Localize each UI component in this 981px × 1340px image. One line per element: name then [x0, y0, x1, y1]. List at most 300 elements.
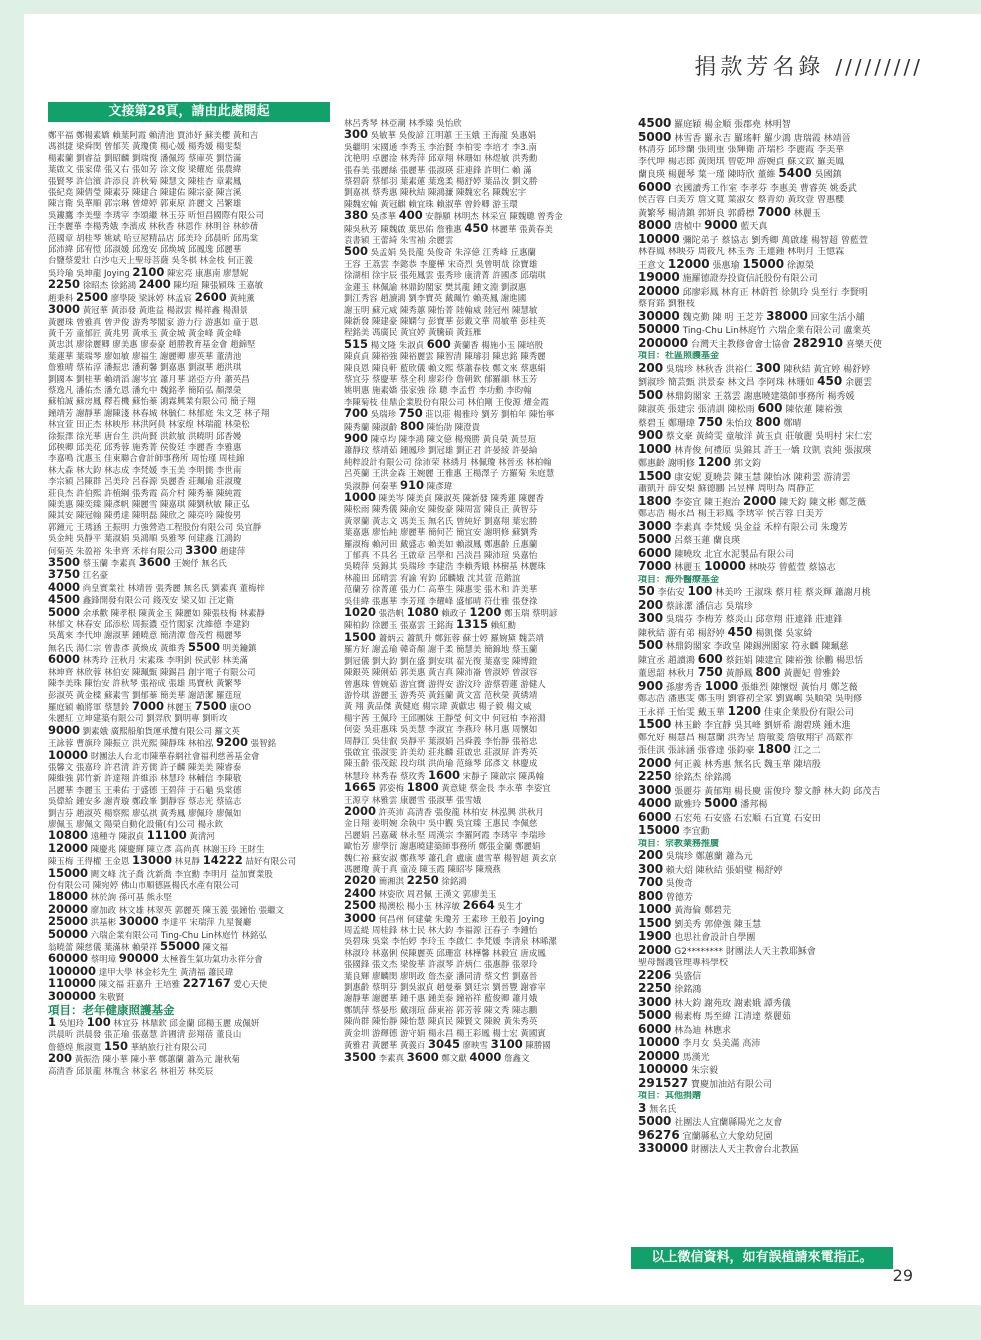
donation-amount: 200: [638, 850, 664, 862]
donation-amount: 3000: [344, 912, 377, 925]
donation-amount: 1315: [455, 619, 488, 632]
donation-amount: 11100: [146, 830, 187, 843]
donor-line: 4000 尚皇實業社 林靖晉 張秀麗 無名氏 劉素真 董梅梓: [48, 581, 265, 594]
donation-amount: 600: [697, 653, 723, 666]
donor-line: 陳玉梅 王得權 王金恩 13000 林見靜 14222 喆好有限公司: [48, 855, 297, 868]
donor-line: 范蘭芳 徐菁蓮 張力仁 高華生 陳惠雯 張木和 許美華: [344, 584, 538, 595]
donor-line: 邱沛緯 邱宥愷 邱淑媛 邱逸安 邱焕城 邱鳳逸 邱麗華: [48, 244, 242, 255]
donor-line: 黃雅君 黃麗華 黃義百 3045 廖映雪 3100 陳勝國: [344, 1039, 551, 1052]
donor-line: 蔡逸凡 潘佑杰 潘允恩 潘允中 魏銘孝 簡陌弘 顏澤榮: [48, 384, 242, 395]
donation-amount: 2000: [344, 805, 377, 818]
donor-line: 蔡碧蔚 蔡郁羽 葉素蓮 葉逸柔 楊舒婷 葉品汝 劉文勝: [344, 176, 538, 187]
donation-amount: 5000: [638, 1116, 672, 1128]
donor-line: 何姿 吳莊惠珠 吳美慧 李淑宜 李燕玲 林月惠 周懷如: [344, 724, 538, 735]
donation-amount: 291527: [638, 1077, 689, 1090]
donor-line: 純粹設計有限公司 徐沛荣 林綉月 林佩瓊 林晉丞 林柏翰: [344, 456, 552, 467]
donation-amount: 1000: [638, 904, 672, 916]
donor-line: 陳貞貞 陳裕強 陳裕麗雲 陳智清 陳璿羽 陳忠銘 陳秀麗: [344, 351, 546, 362]
donor-line: 700 吳俊奇: [638, 877, 693, 889]
donor-line: 3000 何昌州 何建彙 朱瓊芳 王素珍 王般若 Joying: [344, 912, 545, 925]
donor-line: 5000 楊素梅 馬至緯 江清達 蔡麗茹: [638, 1010, 791, 1022]
donation-amount: 100000: [48, 965, 97, 978]
donation-amount: 20000: [638, 1050, 680, 1063]
donor-line: 馮祺捷 梁舜閔 曾郁芙 黃瓊僕 楊心媛 楊秀媛 楊雯梨: [48, 141, 242, 152]
donor-line: 1020 張浩帆 1080 賴政子 1200 鄭玉瑞 蔡明諺: [344, 607, 558, 620]
donation-amount: 3000: [638, 520, 672, 533]
donation-amount: 500: [638, 389, 664, 402]
donation-amount: 19000: [638, 272, 680, 284]
title-slashes: /////////: [835, 55, 923, 79]
donation-amount: 90000: [118, 953, 159, 966]
donor-line: 范國章 胡桂琴 姚斌 哈豆屋精品店 邱美玲 邱晨昕 邱馬棠: [48, 232, 259, 243]
donor-line: 金日翔 姜明婉 余執中 吳中觀 吳宜臻 王惠民 李佩慈: [344, 818, 538, 829]
donation-amount: 60000: [48, 953, 89, 966]
donation-amount: 3000: [638, 784, 672, 797]
donor-line: 300 賴大炤 陳秋結 張娟璧 楊舒婷: [638, 863, 783, 876]
donation-amount: 1600: [427, 769, 460, 782]
donor-line: 王容 王荔雲 李懿恭 李慶樺 宋奇烈 吳曾明哉 徐寶雄: [344, 258, 538, 269]
donor-line: 程銘美 馮廣民 黃宜婷 黃騰碩 黃鈺雁: [344, 327, 482, 338]
donor-line: 6000 陳曉玫 北宜水泥製品有限公司: [638, 547, 795, 560]
donation-amount: 5400: [778, 168, 812, 180]
donor-line: 5000 社團法人宜蘭縣陽光之友會: [638, 1116, 783, 1128]
category-heading: 項目：老年健康照護基金: [48, 1003, 175, 1018]
donation-amount: 6000: [48, 654, 81, 667]
donor-line: 邱秧卿 邱美花 邱秀蓉 施秀菁 侯俊廷 李麗香 李雅惠: [48, 441, 242, 452]
donation-amount: 4000: [469, 1051, 502, 1064]
donation-amount: 1800: [757, 744, 791, 756]
donor-line: 徐振澤 徐光華 唐台生 洪尚賢 洪欽敏 洪曉明 邱香嫚: [48, 430, 242, 441]
donor-line: 110000 陳文福 莊嘉升 王培雅 227167 愛心天使: [48, 978, 268, 991]
donation-amount: 14222: [202, 855, 243, 868]
donor-line: 劉惠齡 蔡明芬 劉吳淑貞 趙曼蓁 劉廷宗 劉晉豐 謝睿宰: [344, 982, 546, 993]
donor-line: 200 蔡詠潔 潘信志 吳瑞珍: [638, 599, 753, 612]
donor-line: 吳玲瑜 吳坤龍 Joying 2100 陳宏亮 康惠南 廖慧妮: [48, 266, 249, 279]
donor-line: 蘇柏誠 蘇房鳳 釋若機 蘇怡蓁 鴻霖興業有限公司 簡子翔: [48, 396, 256, 407]
donor-line: 4500 羅庭穎 楊金順 張郡堯 林明智: [638, 118, 791, 130]
donation-amount: 2020: [344, 875, 377, 888]
donation-amount: 300: [344, 129, 369, 142]
donor-line: 10000 李月女 吳美滿 高沛: [638, 1037, 761, 1049]
donation-amount: 100: [687, 586, 713, 598]
donation-amount: 20000: [638, 285, 680, 298]
donor-line: 鐘靖芳 謝靜華 謝陳淺 林春城 林毓仁 林郁庭 朱文芝 林子翔: [48, 407, 270, 418]
donation-amount: 100000: [638, 1064, 689, 1076]
donor-line: 王詠蓉 曹旗玲 陳振立 洪光熙 陳靜珠 林柏泓 9200 張智銘: [48, 737, 276, 750]
donation-amount: 20000: [48, 903, 89, 916]
donation-amount: 7500: [194, 700, 227, 713]
donation-amount: 200000: [638, 337, 689, 350]
donor-line: 詹德煌 熊淑寬 150 華納旅行社有限公司: [48, 1040, 207, 1053]
donor-line: 蔡碧玉 鄭珊瑋 750 朱怡玟 800 鄭晴: [638, 416, 802, 429]
donor-line: 6000 林秀玲 汪秋月 宋素珠 李明釗 侯武彰 林美滿: [48, 654, 248, 667]
donation-amount: 2500: [76, 291, 109, 304]
donor-line: 蔡育銘 劉雅枝: [638, 299, 695, 309]
donor-line: 2500 楊澳松 楊小玉 林淳敏 2664 吳生才: [344, 900, 523, 913]
donor-line: 劉江秀容 趙讀鴻 劉李寶英 戴珮竹 賴英鳳 謝進國: [344, 293, 527, 304]
donor-line: 李陳菊枝 佳鼎企業股份有限公司 林伯剛 王俊源 燿金霞: [344, 396, 549, 407]
donation-amount: 750: [398, 408, 423, 421]
donor-line: 陳秋結 游有弟 楊舒婷 450 楊凱傑 吳家綺: [638, 626, 813, 639]
donor-line: 15000 李宜勳: [638, 825, 710, 837]
page-number: 29: [892, 1266, 913, 1285]
donation-amount: 30000: [638, 310, 680, 323]
donation-amount: 10800: [48, 830, 89, 843]
donation-amount: 4500: [638, 118, 672, 130]
donation-amount: 3750: [48, 569, 81, 582]
donor-line: 鄭志浩 楊永昌 楊王彩鳳 李琇宰 侯吉蓉 白美芳: [638, 509, 824, 519]
donation-amount: 2600: [194, 291, 227, 304]
donor-line: 10000 財團法人台北市陳華春網社會福利慈善基金會: [48, 749, 260, 762]
donor-line: 3500 蔡玉蘭 李素真 3600 王婉伃 無名氏: [48, 557, 227, 570]
donor-line: 500 林鼎鈞閣家 李政皇 陳錫洲閣家 符永麟 陳珮慈: [638, 640, 849, 652]
donor-line: 鄭凱萍 蔡晏彤 戴翊瑄 薛東裕 郭芳蓉 陳文秀 陳志鵬: [344, 1004, 538, 1015]
donation-amount: 2664: [462, 900, 495, 913]
donation-amount: 750: [697, 667, 723, 679]
donation-amount: 50000: [638, 324, 680, 336]
donor-line: 900 陳卓均 陳李鴻 陳文億 楊飛勝 黃良榮 黃昱瑄: [344, 432, 536, 445]
donor-line: 7000 林麗玉 10000 林映芬 曾藍萱 蔡協志: [638, 561, 836, 573]
donor-line: 300000 朱敬賢: [48, 990, 125, 1003]
donor-line: 翁曉蕾 陳慈儀 葉滿林 賴榮祥 55000 陳文福: [48, 941, 228, 954]
donor-line: 200 黃振浩 陳小華 陳小華 鄭蕙蘭 蕭為元 謝秋菊: [48, 1053, 240, 1066]
donor-line: 陳松雨 陳秀儀 陳俞安 陳俊豪 陳周富 陳良正 黃智芬: [344, 504, 538, 515]
donor-line: 3 無名氏: [638, 1102, 677, 1115]
donation-amount: 450: [464, 222, 489, 235]
donation-amount: 9200: [215, 737, 248, 750]
donation-amount: 1500: [638, 719, 672, 731]
donor-line: 500 林鼎鈞閣家 王荔雲 謝惠曉建築師事務所 楊秀媛: [638, 389, 855, 402]
donation-amount: 5000: [704, 798, 738, 810]
donation-amount: 600: [757, 403, 783, 415]
donor-line: 姚明惠 施素嬌 張家強 徐 聰 李孟哲 李功勳 李昀翰: [344, 385, 532, 396]
donor-line: 18000 林於詢 孫可基 熊永堅: [48, 891, 172, 904]
donation-amount: 50000: [48, 928, 89, 941]
category-heading: 項目：其他捐贈: [638, 1091, 702, 1101]
donor-line: 30000 魏克勤 陳 明 王芝芳 38000 回家生活小舖: [638, 310, 865, 323]
donor-line: 900 孫廖秀香 1000 張維烈 陳懷煜 黃怡月 鄭芝薇: [638, 680, 858, 693]
donor-line: 王永祥 王怡雯 戴玉華 1200 佳東企業股份有限公司: [638, 705, 854, 718]
donation-amount: 55000: [159, 941, 200, 954]
page-header: [694, 50, 923, 81]
donor-line: 彭淑英 黃金樑 蘇素雪 劉郁蓁 簡美華 謝語潔 羅莛瑄: [48, 689, 242, 700]
donor-line: 3000 林大鈞 謝苑玫 謝素娥 譚秀儀: [638, 996, 791, 1009]
donor-line: 張啟宜 張淑雯 許美幼 莊兆麟 莊啟忠 莊淑屏 許秀英: [344, 746, 538, 757]
donor-line: 200000 台灣天主教修會會士協會 282910 喜樂天使: [638, 337, 882, 350]
donor-line: 10000 彌陀弟子 蔡協志 劉秀卿 萬啟雄 楊智超 曾藍萱: [638, 233, 868, 246]
donor-line: 蔡宜芬 蔡慶華 蔡全利 廖彩伶 詹朝欽 郁羅韻 林玉芳: [344, 373, 538, 384]
donor-line: 呂麗娟 呂嘉蔵 林永堅 周漢宗 李羅阿霞 李琇宰 李瑞珍: [344, 829, 546, 840]
donation-amount: 450: [817, 376, 843, 388]
page-title: 捐款芳名錄: [694, 55, 825, 80]
donation-amount: 300: [755, 362, 781, 375]
donation-amount: 3000: [48, 304, 81, 317]
donor-line: 林郁文 林春安 邱添松 周振濃 亞竹閣家 沈維德 李建鈞: [48, 619, 250, 630]
donor-line: 100000 達甲大學 林金杉先生 黃清福 蕭民瑋: [48, 965, 234, 978]
donor-line: 515 楊文隆 朱淑貞 600 黃蘭香 楊施小玉 陳培殷: [344, 338, 544, 351]
donor-line: 聖母醫護管理專科學校: [638, 958, 729, 968]
donor-line: 台鹽蔡愛壯 白沙屯天上聖母菩薩 吳冬棋 林金枝 何正義: [48, 255, 253, 266]
donation-amount: 2500: [344, 900, 377, 913]
donation-amount: 2000: [638, 944, 672, 957]
donation-amount: 3600: [406, 1051, 439, 1064]
donor-line: 12000 陳慶兆 陳慶輝 陳立彥 高尚真 林謝玉玲 王財生: [48, 842, 265, 855]
donor-line: 20000 邱廖彩鳳 林育正 林蔚哲 徐凱玲 吳至行 李賢明: [638, 285, 868, 298]
donor-line: 3500 李素真 3600 鄭文獻 4000 詹鑫文: [344, 1051, 530, 1064]
donor-line: 黃金圳 游輝德 游守娟 楊永昌 楊王彩鳳 楊士宏 黃國賓: [344, 1027, 546, 1038]
donor-line: 陳維強 郭竹新 許達翔 許維添 林慧玲 林輔信 李陳敬: [48, 773, 242, 784]
donation-amount: 1000: [638, 443, 672, 456]
donation-amount: 1000: [704, 680, 739, 693]
donation-amount: 9000: [704, 220, 738, 232]
donation-amount: 110000: [48, 978, 97, 991]
donation-amount: 4000: [638, 798, 672, 810]
donation-amount: 38000: [766, 310, 808, 323]
donation-amount: 25000: [48, 916, 89, 929]
donor-line: 8000 唐楨中 9000 藍天真: [638, 220, 768, 232]
donor-line: 張佳淇 張詠涵 張睿達 張鈞豪 1800 江之二: [638, 744, 821, 756]
donor-line: 陳良恩 陳良軒 藍欣儀 賴文熙 蔡蕭春枝 鄭文來 蔡惠絹: [344, 362, 546, 373]
donor-line: 1665 郭姿梅 1800 黃意婕 蔡金長 李永華 李姿宜: [344, 782, 551, 795]
donor-line: 2250 徐銘杰 徐銘鴻: [638, 771, 732, 783]
donor-line: 6000 林為迪 林應求: [638, 1023, 732, 1036]
donor-line: 游怜琪 游麗玉 游秀英 黃鈺蘭 黃文富 范秋榮 黃綉靖: [344, 689, 538, 700]
donor-line: 1000 陳美岑 陳美貞 陳淑英 陳新發 陳秀蓮 陳麗香: [344, 492, 544, 504]
donation-amount: 282910: [792, 337, 843, 350]
donor-line: 陳魏宏翰 黃冠麒 賴宜珠 賴淑華 曾鈴卿 游玉環: [344, 198, 518, 209]
donor-line: 林坤齊 林欣蓉 林伯安 陳珮甄 陳錫昌 創宇電子有限公司: [48, 666, 256, 677]
donor-line: 2400 林姿欣 周君佩 王漢文 郭廖美玉: [344, 887, 497, 900]
donation-amount: 10000: [704, 561, 746, 573]
donor-line: 曾惠珠 曾婉茹 游宜寶 游得安 游汶玲 游蔡碧蓮 游健人: [344, 678, 546, 689]
donor-line: 100000 朱宗毅: [638, 1064, 718, 1076]
donor-line: 96276 宜蘭縣私立大象幼兒園: [638, 1129, 773, 1142]
donor-line: 劉國本 劉桂華 賴靖滔 謝岑宜 蕭月華 諾亞方舟 蕭英昌: [48, 373, 250, 384]
category-heading: 項目：海外醫療基金: [638, 574, 720, 585]
donor-line: 吳鏤鷹 李美璧 李琇宰 李頌繼 林玉芬 昕恒昌國際有限公司: [48, 209, 264, 220]
donor-line: 王意文 12000 張惠瑜 15000 徐源榮: [638, 258, 814, 271]
donor-line: 陳柏鈞 徐麗玉 張嘉雲 王銘海 1315 賴紅勳: [344, 619, 516, 632]
donation-amount: 1: [48, 1017, 57, 1030]
donor-line: 200 吳瑞珍 林秋香 洪裕仁 300 陳秋結 黃宜婷 楊舒婷: [638, 362, 871, 375]
donation-amount: 3045: [427, 1039, 460, 1052]
donor-line: 1500 蕭炳云 蕭凱升 鄭鈺蓉 蘇士婷 羅婉黛 魏芸靖: [344, 631, 544, 644]
donor-line: 何菊英 朱盈裕 朱聿齊 禾梓有限公司 3300 趙建萍: [48, 544, 246, 557]
donor-line: 羅方好 謝孟瑜 韓奇顏 謝千柔 簡慧美 簡錦地 蔡玉蘭: [344, 644, 538, 655]
donor-line: 廖佩玉 廖佩文 陽榮自動化設備(有)公司 楊永欽: [48, 818, 223, 829]
donation-amount: 9000: [48, 724, 81, 737]
category-heading: 項目：宗教業務推廣: [638, 838, 720, 849]
donor-column-3: [638, 118, 938, 1273]
donation-amount: 700: [638, 877, 664, 889]
donor-line: 趙秉科 2500 廖學陵 梁詠婷 林孟宸 2600 黃純薰: [48, 291, 255, 304]
top-decor-bar: [24, 0, 981, 14]
donor-line: 5000 林雪香 羅永吉 羅瑤軒 羅少鴻 唐瑞霞 林靖晉: [638, 131, 851, 144]
donation-amount: 200: [638, 599, 664, 612]
donor-line: 陳玉齡 張茂鋐 段均琪 洪尚瑜 范綠琴 邱彥文 林慶成: [344, 758, 538, 769]
donor-line: 無名氏 湯仁宗 曾書彥 黃煥成 黃維秀 5500 明美鑰鎮: [48, 641, 257, 654]
donation-amount: 2400: [344, 887, 377, 900]
donor-line: 馮麗瓊 黃于真 童凌 陳玉霞 陳昭岑 陳飛燕: [344, 864, 501, 874]
donation-amount: 1080: [406, 607, 439, 620]
donor-line: 3000 黃冠華 黃添發 黃進益 楊淑雲 楊祥鑫 楊淵景: [48, 304, 248, 317]
donor-line: 羅庭穎 賴將軍 蔡慧鈴 7000 林麗玉 7500 康OO: [48, 700, 252, 713]
donor-line: 10800 遠種寺 陳淑貞 11100 黃清河: [48, 830, 215, 843]
category-heading: 項目：社區照護基金: [638, 351, 720, 361]
donor-line: 陳李美珠 陳怡安 許秋琴 張裕成 張雄 馬寶秋 黃繁琴: [48, 678, 242, 689]
donation-amount: 450: [727, 626, 753, 639]
donation-amount: 1500: [344, 631, 377, 644]
donor-line: 周孟緹 周桂鋒 林士民 林大鈞 李福源 汪春子 李鍾怡: [344, 925, 538, 936]
donor-line: 葉嘉惠 廖怡純 廖麗華 簡何芒 簡宜安 謝明修 蘇劉秀: [344, 527, 538, 538]
donation-amount: 7000: [638, 561, 672, 573]
donation-amount: 330000: [638, 1143, 689, 1155]
donor-list-area: [48, 102, 943, 1274]
donor-line: 2020 簡湘淇 2250 徐銘鴻: [344, 875, 467, 888]
donation-amount: 50: [638, 586, 655, 598]
donation-amount: 15000: [742, 258, 785, 271]
donor-line: 鄭惠齡 謝明修 1200 郭文鈞: [638, 457, 762, 469]
donation-amount: 800: [755, 416, 781, 429]
donor-line: 2250 徐昭杰 徐銘鴻 2400 陳均瑄 陳張穎珠 王嘉敏: [48, 279, 264, 292]
donation-amount: 3000: [638, 996, 672, 1009]
donor-line: 15000 闕文峰 沈子喬 沈新喬 李宜勳 李明月 益加實業股: [48, 867, 273, 880]
donor-line: 林大森 林大鈞 林志成 李梵媛 李玉美 李明儒 李世南: [48, 464, 242, 475]
donation-amount: 150: [104, 1040, 129, 1053]
donor-line: 陳銀英 陳俐茹 郭美惠 黃吉真 陳沛崙 曾淑婷 曾淑容: [344, 667, 538, 678]
donor-line: 莊良杰 許伯熙 許植綱 張秀霞 高介村 陳秀蓁 陳純霞: [48, 487, 242, 498]
donor-line: 5000 呂蔡玉蓮 蘭良瑛: [638, 534, 741, 546]
donation-amount: 300: [638, 863, 664, 876]
donation-amount: 3300: [185, 544, 218, 557]
donation-amount: 10000: [48, 749, 89, 762]
donor-line: 劉吉芬 趙淑英 楊察熙 廖弘祺 黃秀鳳 廖佩玲 廖佩如: [48, 807, 242, 818]
donor-line: 900 蔡文豪 黃綺雯 童敏洋 黃玉貞 莊敏麗 吳明村 宋仁宏: [638, 430, 873, 442]
donor-line: 1000 黃海倫 鄭碧芫: [638, 904, 732, 916]
donor-line: 董恩韶 林秋月 750 黃靜鳳 800 黃麗妃 曾雅鈴: [638, 667, 841, 679]
donation-amount: 2100: [132, 266, 165, 279]
donor-line: 郭鐘元 王琇涵 王振明 力強營造工程股份有限公司 吳宜靜: [48, 521, 262, 532]
donor-line: 19000 施羅德證券投資信託股份有限公司: [638, 272, 818, 284]
donation-amount: 5000: [48, 606, 81, 619]
donor-line: 鄭允好 楊慧昌 楊慧蘭 洪秀呈 詹敏菱 詹敏翔宇 高鋐祚: [638, 732, 854, 743]
donor-line: 3000 李素真 李梵媛 吳金益 禾梓有限公司 朱瓊芳: [638, 520, 848, 533]
donor-line: 50000 Ting-Chu Lin林庭竹 六瑞企業有限公司 盧業英: [638, 324, 871, 336]
donor-line: 葉良輝 廖麟閔 廖明政 詹杰豪 潘同清 蔡文哲 劉嘉晉: [344, 970, 538, 981]
donation-amount: 4500: [48, 594, 81, 607]
donor-line: 陳尚群 陳怡靜 陳怡慧 陳貞民 陳賢文 陳銳 黃朱秀英: [344, 1016, 538, 1027]
donor-line: 洪晨昕 洪晨發 張芷瑜 張嘉慧 許圃清 彭翔蓓 董良山: [48, 1029, 242, 1040]
donation-amount: 10000: [638, 233, 680, 246]
donor-line: 吳萬來 李代坤 謝淑華 鍾曉意 簡清潭 詹茂哲 楊麗琴: [48, 630, 242, 641]
donor-line: 鄭平福 鄭楊素嬌 賴葉阿霞 賴清池 賈沛妤 蘇美櫻 黃和吉: [48, 130, 259, 140]
donor-line: 張春美 張麗絲 張麗華 張淑瑛 莊連鋒 許明仁 賴 滿: [344, 164, 532, 175]
donor-line: 陳秀蘭 陳淑齡 800 陳怡劭 陳澄貴: [344, 420, 481, 433]
donor-line: 291527 寶慶加油站有限公司: [638, 1077, 772, 1090]
donor-line: 吳金純 吳靜平 葉淑娟 吳鴻順 吳雅琴 何建鑫 江鴻鈞: [48, 533, 242, 544]
donor-line: 330000 財團法人天主教會台北教區: [638, 1143, 799, 1155]
donor-line: 陳其安 陳冠翰 陳勇達 陳明磊 陳欣之 陳亮吟 陳俊男: [48, 510, 242, 521]
donation-amount: 3100: [490, 1039, 523, 1052]
donation-amount: 8000: [638, 220, 672, 232]
donation-amount: 2250: [638, 983, 672, 995]
donor-line: 李嘉鳴 沈惠玉 佳東聯合會計師事務所 周怡瑾 周桂錦: [48, 453, 245, 464]
donor-line: 葉蓮華 葉瑞琴 廖如敏 廖福生 謝麗卿 廖英華 董清池: [48, 350, 242, 361]
donor-line: 50 李佑安 100 林美吟 王淑珠 蔡月桂 蔡炎輝 蕭謝月桃: [638, 586, 871, 598]
donor-line: 黃忠淇 廖徐麗卿 廖美惠 廖泰豪 趙勝教育基金會 趙錦堅: [48, 339, 256, 350]
donor-line: 徐湖相 徐宇辰 張苑鳳雲 張秀珍 康清菁 許國彥 邱瑞琪: [344, 270, 546, 281]
donor-line: 3750 江名豪: [48, 569, 109, 582]
donation-amount: 900: [638, 430, 664, 442]
donor-line: 林清芬 邱珍蘭 張則重 張輝衛 許瑞杉 李麗霞 李美華: [638, 145, 845, 155]
donation-amount: 1200: [469, 607, 502, 620]
donation-amount: 910: [400, 479, 425, 492]
donor-line: 陳言衛 吳華順 郭宗琳 曾煒婷 郭東原 許麗文 呂繁雄: [48, 198, 242, 209]
donor-line: 份有限公司 陳宛婷 佛山市順德區楊氏水產有限公司: [48, 880, 239, 890]
donor-line: 2000 何正義 林秀惠 無名氏 魏玉華 陳培殷: [638, 757, 821, 770]
donor-line: 黃麗珠 曾雅真 曾尹俊 游秀琴閣家 游力行 游惠如 童于恩: [48, 316, 259, 327]
donation-amount: 800: [755, 667, 781, 679]
donor-line: 侯吉蓉 白美芳 詹文寬 葉淑女 蔡青幼 黃玫壹 曾惠櫻: [638, 195, 845, 205]
donation-amount: 1800: [638, 495, 672, 508]
donor-line: 李宗穎 呂陳群 呂美玲 呂春源 吳麗香 莊珮瑜 莊淑瓊: [48, 476, 242, 487]
donor-line: 1000 林青俊 何禮原 吳錦其 許王一嬌 玟凱 袁純 張淑瑛: [638, 443, 872, 456]
donor-line: 吳淑靜 何秦華 910 陳彥瑋: [344, 479, 453, 492]
donation-amount: 2000: [638, 757, 672, 770]
donor-line: 2250 徐銘鴻: [638, 983, 702, 995]
donation-amount: 5000: [638, 131, 672, 144]
donor-line: 劉嘉祺 蔡秀惠 陳秋結 陳鴻濂 陳魏宏名 陳魏宏宇: [344, 187, 527, 198]
bottom-decor-bar: [0, 1305, 981, 1340]
donation-amount: 15000: [638, 825, 680, 837]
donation-amount: 100: [86, 1017, 111, 1030]
donor-line: 林慧玲 林秀春 蔡玫秀 1600 宋靜子 陳歆宗 陳禹翰: [344, 769, 544, 782]
donor-line: 陳新發 陳建豪 陳嫻勻 彭寶華 彭戴文華 周敏華 彭桂英: [344, 315, 546, 326]
donor-line: 25000 洪基彬 30000 李達平 宋瑞萍 九星餐廳: [48, 916, 252, 929]
donation-amount: 2250: [48, 279, 81, 292]
donor-line: 林呂秀琴 林亞潮 林季臻 吳怡欣: [344, 118, 462, 128]
donor-line: 楊宇茜 王佩玲 王邱團妹 王靜瑩 何文中 何冠柏 李裕淵: [344, 712, 546, 723]
donor-line: 蘭良瑛 楊麗琴 葉一瑾 陳時欣 董維 5400 吳國鎮: [638, 168, 842, 180]
donation-amount: 515: [344, 338, 369, 351]
donor-line: 劉冠儀 劉大鈞 劉在盛 劉安琪 翟光復 葉嘉雯 陳博鐙: [344, 655, 538, 666]
donation-amount: 3500: [344, 1051, 377, 1064]
donation-amount: 2400: [138, 279, 171, 292]
continuation-banner: 文接第28頁，請由此處閱起: [48, 102, 330, 122]
donor-line: 800 曾德芳: [638, 890, 693, 903]
donation-amount: 1000: [344, 492, 377, 504]
donor-line: 吳佳緯 張惠華 李芳瑾 李耀峰 盛郁晴 符仕雅 張登祿: [344, 595, 538, 606]
donor-line: 詹雅晴 蔡祐淳 潘振忠 潘莉馨 劉嘉惠 劉淑華 趙洪琪: [48, 362, 242, 373]
donor-line: 黃 翔 黃品傑 黃健庭 楊宗瑋 黃獻忠 楊子毅 楊文威: [344, 701, 532, 712]
donation-amount: 200: [638, 362, 664, 375]
donation-amount: 3: [638, 1102, 647, 1115]
donor-column-2: [344, 118, 631, 1273]
donor-line: 陳美惠 陳奕臻 陳彥帆 陳麗雪 陳嘉琪 陳劉秋敏 陳正弘: [48, 499, 250, 509]
donor-line: 歐怡芳 廖學衍 謝惠曉建築師事務所 鄭張金蘭 鄭麗娟: [344, 841, 541, 852]
donor-line: 林春鳳 林映芬 周筱凡 林玉秀 王連鍾 林明月 王憶霖: [638, 247, 845, 257]
donation-amount: 227167: [182, 978, 231, 991]
donor-line: 380 吳彥華 400 安靜願 林明杰 林采宣 陳魏聰 曾秀金: [344, 210, 563, 223]
donor-line: 3000 張麗芬 黃郁翔 楊長慶 雷俊玲 黎文靜 林大鈞 邱茂吉: [638, 784, 881, 797]
donor-line: 張賢琴 許信濱 許添良 許秋菊 陳慧文 陳桂杏 章素鳳: [48, 175, 242, 186]
donation-amount: 1665: [344, 782, 377, 795]
donor-line: 4500 鑫鋒開發有限公司 錢茂安 梁又如 汪定衛: [48, 594, 235, 607]
donation-amount: 6000: [638, 181, 672, 194]
donation-amount: 5000: [638, 534, 672, 546]
donor-line: 李代坤 楊志郎 黃閔琪 曾乾坤 游婉貞 蘇文欽 羅美鳳: [638, 156, 845, 167]
donation-amount: 4000: [48, 581, 81, 594]
